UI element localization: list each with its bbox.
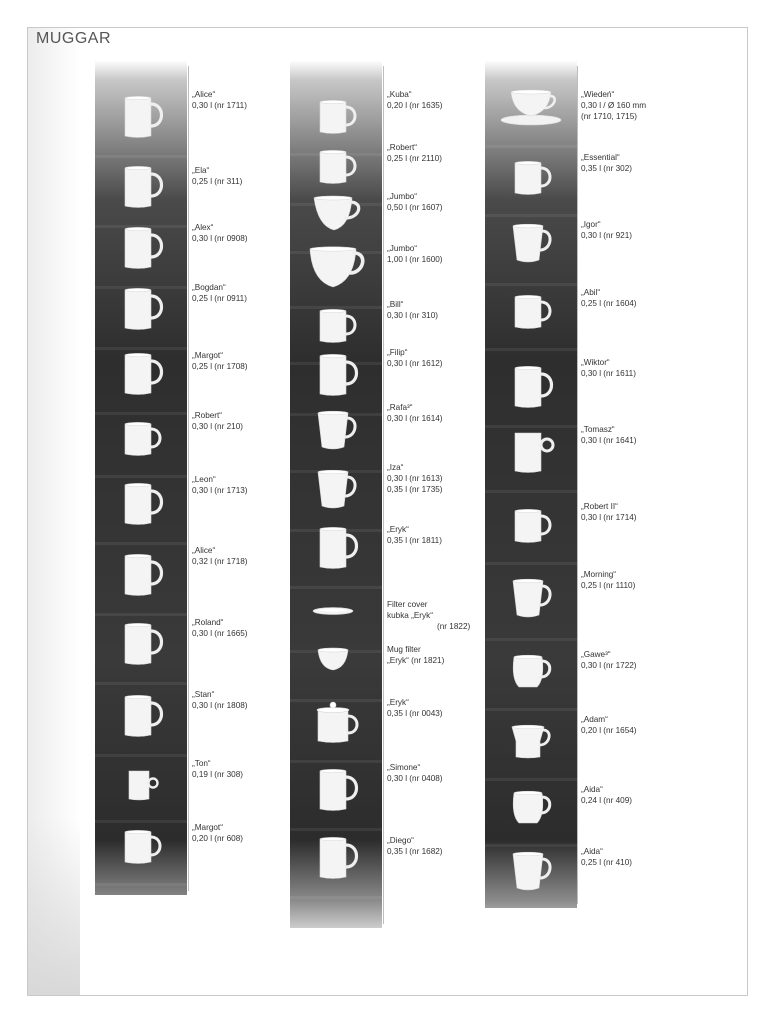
mug-image [497, 575, 567, 629]
mug-image [107, 162, 177, 216]
table-surface [290, 828, 382, 831]
product-label [387, 299, 438, 321]
mug-image [497, 427, 567, 481]
product-spec: 0,30 l (nr 1611) [581, 369, 636, 378]
product-label [581, 152, 632, 174]
product-spec: 0,30 l (nr 1808) [192, 701, 248, 710]
table-surface [485, 638, 577, 641]
table-surface [485, 145, 577, 148]
table-surface [290, 760, 382, 763]
product-name: „Aida“ [581, 847, 603, 856]
product-spec: 0,30 l (nr 310) [387, 311, 438, 320]
mug-image [497, 362, 567, 416]
product-label [192, 89, 247, 111]
mug-image [302, 636, 372, 690]
mug-image [302, 140, 372, 194]
mug-image [497, 781, 567, 835]
mug-image [107, 820, 177, 874]
mug-image [107, 550, 177, 604]
mug-image [107, 619, 177, 673]
product-spec: 0,35 l (nr 302) [581, 164, 632, 173]
mug-image [497, 151, 567, 205]
product-spec: 0,35 l (nr 1735) [387, 485, 443, 494]
product-name: „Alice“ [192, 546, 216, 555]
column-divider [577, 66, 578, 904]
product-spec: 0,24 l (nr 409) [581, 796, 632, 805]
mug-image [302, 697, 372, 751]
product-name: „Tomasz“ [581, 425, 615, 434]
product-label [192, 350, 248, 372]
product-name: „Jumbo“ [387, 244, 418, 253]
product-label [581, 501, 637, 523]
mug-image [302, 523, 372, 577]
product-name: „Robert“ [387, 143, 418, 152]
mug-image [107, 757, 177, 811]
product-name: „Ela“ [192, 166, 210, 175]
product-label [387, 142, 442, 164]
product-label [581, 714, 637, 736]
product-name: „Jumbo“ [387, 192, 418, 201]
product-name: „Simone“ [387, 763, 421, 772]
product-spec: kubka „Eryk“ [387, 611, 433, 620]
mug-image [497, 848, 567, 902]
product-spec: 0,30 l (nr 1613) [387, 474, 443, 483]
product-spec: 0,30 l (nr 1614) [387, 414, 443, 423]
product-name: „Alice“ [192, 90, 216, 99]
product-spec: 0,25 l (nr 311) [192, 177, 243, 186]
table-surface [95, 542, 187, 545]
product-label [192, 410, 243, 432]
column-divider [188, 66, 189, 891]
mug-image [107, 284, 177, 338]
product-spec: 0,30 l (nr 1714) [581, 513, 637, 522]
product-name: „Morning“ [581, 570, 617, 579]
product-spec: 0,30 l (nr 0908) [192, 234, 248, 243]
product-name: „Abil“ [581, 288, 601, 297]
product-label [192, 222, 248, 244]
product-name: „Ton“ [192, 759, 211, 768]
product-label [387, 697, 443, 719]
product-name: „Eryk“ [387, 525, 409, 534]
product-label [387, 462, 443, 495]
product-name: „Robert“ [192, 411, 223, 420]
mug-image [302, 299, 372, 353]
mug-image [497, 220, 567, 274]
product-name: „Iza“ [387, 463, 404, 472]
product-spec: 0,20 l (nr 1635) [387, 101, 443, 110]
product-spec: 0,25 l (nr 410) [581, 858, 632, 867]
mug-image [302, 243, 372, 297]
product-label [581, 784, 632, 806]
mug-image [497, 499, 567, 553]
mug-image [302, 90, 372, 144]
mug-image [302, 587, 372, 641]
product-spec: 0,50 l (nr 1607) [387, 203, 443, 212]
product-name: „Alex“ [192, 223, 214, 232]
product-spec: 0,25 l (nr 1604) [581, 299, 637, 308]
mug-image [107, 349, 177, 403]
product-label [192, 545, 248, 567]
table-surface [485, 562, 577, 565]
product-spec: 0,20 l (nr 1654) [581, 726, 637, 735]
product-label [581, 287, 637, 309]
mug-image [107, 691, 177, 745]
product-spec: 0,25 l (nr 0911) [192, 294, 247, 303]
mug-image [302, 765, 372, 819]
mug-image [302, 188, 372, 242]
product-spec: 0,19 l (nr 308) [192, 770, 243, 779]
product-name: „Igor“ [581, 220, 601, 229]
product-label [192, 689, 248, 711]
bottom-gradient [28, 818, 80, 995]
product-spec: 0,30 l (nr 1641) [581, 436, 637, 445]
product-label [387, 347, 443, 369]
product-label [581, 357, 636, 379]
mug-image [107, 479, 177, 533]
product-spec: 0,25 l (nr 1708) [192, 362, 248, 371]
product-spec: „Eryk“ (nr 1821) [387, 656, 445, 665]
product-name: „Wiedeń“ [581, 90, 615, 99]
product-label [387, 402, 443, 424]
product-spec: 0,30 l (nr 1665) [192, 629, 248, 638]
product-spec: 0,30 l (nr 921) [581, 231, 632, 240]
product-label [387, 243, 443, 265]
product-name: „Essential“ [581, 153, 620, 162]
product-name: „Robert II“ [581, 502, 618, 511]
product-name: „Margot“ [192, 351, 223, 360]
mug-image [497, 715, 567, 769]
table-surface [95, 682, 187, 685]
product-spec: 0,30 l (nr 1612) [387, 359, 443, 368]
product-spec: 1,00 l (nr 1600) [387, 255, 443, 264]
product-name: „Stan“ [192, 690, 215, 699]
product-name: „Rafa³“ [387, 403, 413, 412]
page-title: MUGGAR [36, 30, 111, 47]
table-surface [485, 844, 577, 847]
product-label [581, 846, 632, 868]
mug-image [302, 466, 372, 520]
product-name: „Gawe³“ [581, 650, 611, 659]
product-label [192, 822, 243, 844]
product-spec: (nr 1822) [437, 622, 471, 631]
table-surface [290, 896, 382, 899]
table-surface [485, 490, 577, 493]
mug-image [302, 407, 372, 461]
product-name: „Wiktor“ [581, 358, 610, 367]
mug-image [302, 833, 372, 887]
product-label [192, 165, 242, 187]
product-name: „Diego“ [387, 836, 414, 845]
table-surface [95, 155, 187, 158]
product-name: „Roland“ [192, 618, 224, 627]
product-name: „Kuba“ [387, 90, 412, 99]
mug-image [497, 82, 567, 136]
product-spec: 0,30 l (nr 210) [192, 422, 243, 431]
product-name: „Margot“ [192, 823, 223, 832]
product-name: „Eryk“ [387, 698, 409, 707]
product-name: Mug filter [387, 645, 421, 654]
table-surface [485, 708, 577, 711]
product-spec: 0,20 l (nr 608) [192, 834, 243, 843]
product-label [387, 762, 443, 784]
product-label [581, 424, 637, 446]
product-label [387, 524, 442, 546]
product-spec: 0,25 l (nr 1110) [581, 581, 636, 590]
product-label [387, 599, 470, 632]
table-surface [485, 214, 577, 217]
table-surface [95, 883, 187, 886]
product-label [581, 89, 646, 122]
table-surface [95, 475, 187, 478]
product-name: „Aida“ [581, 785, 603, 794]
product-label [581, 219, 632, 241]
table-surface [485, 348, 577, 351]
product-spec: 0,32 l (nr 1718) [192, 557, 248, 566]
product-label [581, 649, 637, 671]
product-spec: 0,30 l (nr 1711) [192, 101, 247, 110]
mug-image [107, 223, 177, 277]
product-spec: (nr 1710, 1715) [581, 112, 637, 121]
product-label [192, 617, 248, 639]
table-surface [95, 613, 187, 616]
mug-image [107, 92, 177, 146]
product-name: „Filip“ [387, 348, 408, 357]
product-label [387, 835, 443, 857]
product-name: „Leon“ [192, 475, 216, 484]
product-label [192, 474, 248, 496]
product-label [387, 644, 444, 666]
product-spec: 0,35 l (nr 1682) [387, 847, 443, 856]
product-name: „Bogdan“ [192, 283, 226, 292]
product-label [581, 569, 635, 591]
product-label [192, 758, 243, 780]
product-spec: 0,30 l / Ø 160 mm [581, 101, 647, 110]
mug-image [302, 350, 372, 404]
product-spec: 0,30 l (nr 1713) [192, 486, 248, 495]
mug-image [497, 285, 567, 339]
column-divider [383, 66, 384, 924]
product-label [192, 282, 247, 304]
product-spec: 0,30 l (nr 0408) [387, 774, 443, 783]
product-spec: 0,35 l (nr 1811) [387, 536, 442, 545]
product-label [387, 191, 443, 213]
product-name: „Adam“ [581, 715, 608, 724]
product-spec: 0,25 l (nr 2110) [387, 154, 442, 163]
product-spec: 0,30 l (nr 1722) [581, 661, 637, 670]
product-name: „Bill“ [387, 300, 404, 309]
mug-image [497, 645, 567, 699]
product-name: Filter cover [387, 600, 428, 609]
product-label [387, 89, 443, 111]
mug-image [107, 412, 177, 466]
product-spec: 0,35 l (nr 0043) [387, 709, 443, 718]
